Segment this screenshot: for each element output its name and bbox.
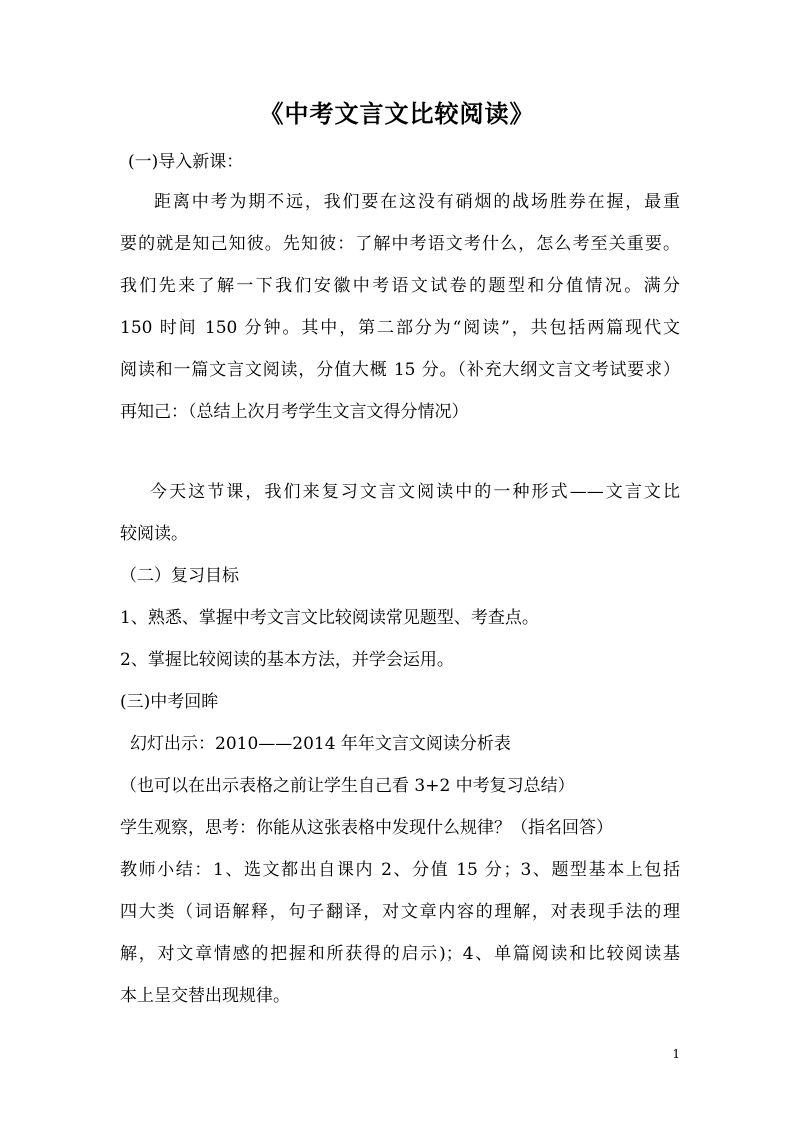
paragraph-line: 150 时间 150 分钟。其中，第二部分为“阅读”，共包括两篇现代文 bbox=[120, 318, 680, 338]
paragraph-line: 要的就是知己知彼。先知彼：了解中考语文考什么，怎么考至关重要。 bbox=[120, 234, 680, 254]
paragraph-line: 解，对文章情感的把握和所获得的启示)；4、单篇阅读和比较阅读基 bbox=[120, 944, 680, 964]
paragraph-line: 本上呈交替出现规律。 bbox=[120, 986, 290, 1006]
paragraph-line: 四大类（词语解释，句子翻译，对文章内容的理解，对表现手法的理 bbox=[120, 902, 680, 922]
paragraph-line: 距离中考为期不远，我们要在这没有硝烟的战场胜券在握，最重 bbox=[154, 192, 680, 212]
goal-item: 2、掌握比较阅读的基本方法，并学会运用。 bbox=[120, 650, 454, 670]
section-heading-goals: （二）复习目标 bbox=[120, 566, 239, 586]
paragraph-line: 阅读和一篇文言文阅读，分值大概 15 分。（补充大纲文言文考试要求） bbox=[120, 360, 680, 380]
paragraph-line: 学生观察，思考：你能从这张表格中发现什么规律？（指名回答） bbox=[120, 818, 613, 838]
section-heading-review: (三)中考回眸 bbox=[120, 692, 219, 712]
paragraph-line: 教师小结：1、选文都出自课内 2、分值 15 分；3、题型基本上包括 bbox=[120, 860, 680, 880]
paragraph-line: 较阅读。 bbox=[120, 524, 188, 544]
goal-item: 1、熟悉、掌握中考文言文比较阅读常见题型、考查点。 bbox=[120, 608, 539, 628]
paragraph-line: 幻灯出示：2010——2014 年年文言文阅读分析表 bbox=[130, 734, 511, 754]
paragraph-line: （也可以在出示表格之前让学生自己看 3+2 中考复习总结） bbox=[120, 776, 575, 796]
paragraph-line: 今天这节课，我们来复习文言文阅读中的一种形式——文言文比 bbox=[150, 482, 680, 502]
paragraph-line: 再知己：（总结上次月考学生文言文得分情况） bbox=[120, 402, 469, 422]
section-heading-intro: (一)导入新课： bbox=[128, 152, 244, 172]
paragraph-line: 我们先来了解一下我们安徽中考语文试卷的题型和分值情况。满分 bbox=[120, 276, 680, 296]
page-number: 1 bbox=[672, 1047, 680, 1061]
document-title: 《中考文言文比较阅读》 bbox=[259, 99, 535, 128]
